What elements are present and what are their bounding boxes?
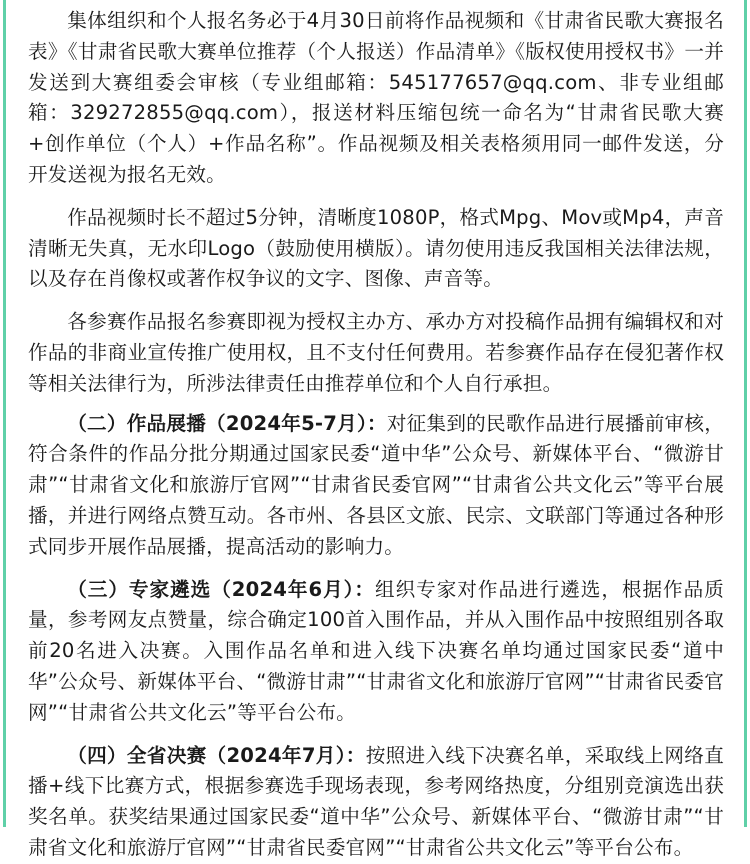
section-heading-final: （四）全省决赛（2024年7月）： (67, 743, 366, 767)
section-body-showcase: 对征集到的民歌作品进行展播前审核，符合条件的作品分批分期通过国家民委“道中华”公众号、新媒体平台、“微游甘肃”“甘肃省文化和旅游厅官网”“甘肃省民委官网”“甘肃省公共文化云”等平台展播，并进行网络点赞互动。各市州、各县区文旅、民宗、文联部门等通过各种形式同步开展作品展播，提高活动的影响力。 (28, 411, 724, 558)
section-provincial-final (28, 741, 724, 864)
section-body-final: 按照进入线下决赛名单，采取线上网络直播+线下比赛方式，根据参赛选手现场表现，参考网络热度，分组别竞演选出获奖名单。获奖结果通过国家民委“道中华”公众号、新媒体平台、“微游甘肃”“甘肃省文化和旅游厅官网”“甘肃省民委官网”“甘肃省公共文化云”等平台公布。 (28, 743, 724, 859)
section-expert-selection (28, 575, 724, 729)
paragraph-registration-submission: 集体组织和个人报名务必于4月30日前将作品视频和《甘肃省民歌大赛报名表》《甘肃省民歌大赛单位推荐（个人报送）作品清单》《版权使用授权书》一并发送到大赛组委会审核（专业组邮箱：545177657@qq.com、非专业组邮箱：329272855@qq.com），报送材料压缩包统一命名为“甘肃省民歌大赛+创作单位（个人）+作品名称”。作品视频及相关表格须用同一邮件发送，分开发送视为报名无效。 (28, 9, 724, 186)
section-heading-selection: （三）专家遴选（2024年6月）： (67, 577, 376, 601)
section-work-showcase (28, 409, 724, 563)
article-body (3, 0, 747, 859)
section-body-selection: 组织专家对作品进行遴选，根据作品质量，参考网友点赞量，综合确定100首入围作品，并从入围作品中按照组别各取前20名进入决赛。入围作品名单和进入线下决赛名单均通过国家民委“道中华”公众号、新媒体平台、“微游甘肃”“甘肃省文化和旅游厅官网”“甘肃省民委官网”“甘肃省公共文化云”等平台公布。 (28, 577, 724, 724)
paragraph-copyright-authorization: 各参赛作品报名参赛即视为授权主办方、承办方对投稿作品拥有编辑权和对作品的非商业宣传推广使用权，且不支付任何费用。若参赛作品存在侵犯著作权等相关法律行为，所涉法律责任由推荐单位和个人自行承担。 (28, 310, 724, 395)
paragraph-video-requirements: 作品视频时长不超过5分钟，清晰度1080P，格式Mpg、Mov或Mp4，声音清晰无失真，无水印Logo（鼓励使用横版）。请勿使用违反我国相关法律法规，以及存在肖像权或著作权争议的文字、图像、声音等。 (28, 205, 724, 291)
section-heading-showcase: （二）作品展播（2024年5-7月）： (67, 411, 387, 435)
